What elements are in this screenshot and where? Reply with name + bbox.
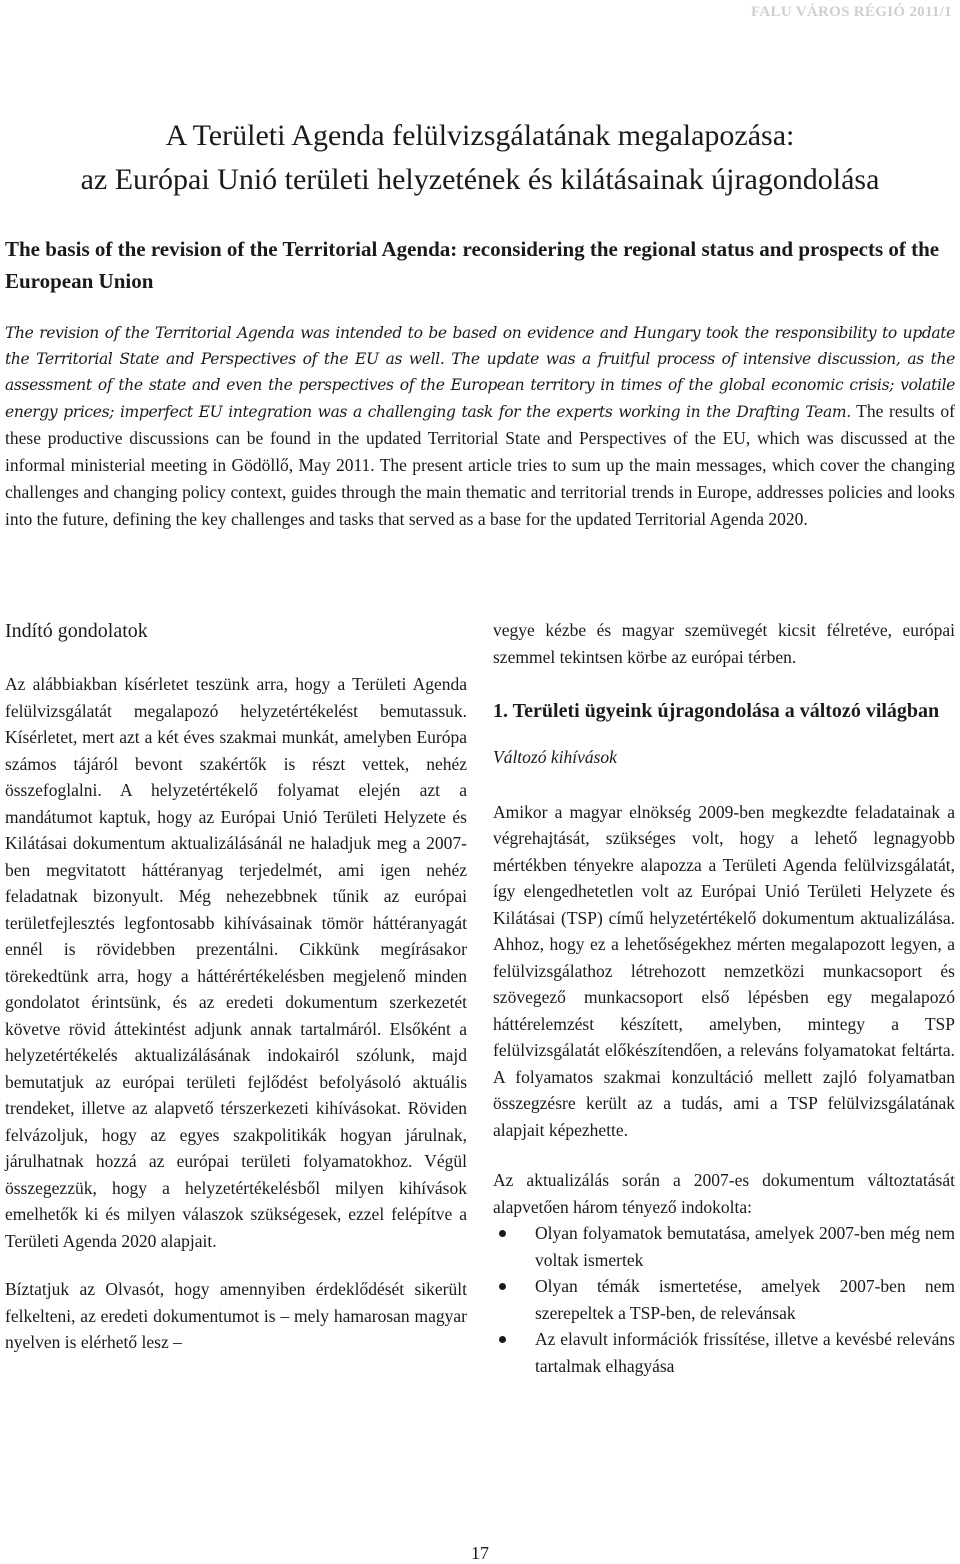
title-line-1: A Területi Agenda felülvizsgálatának megalapozása: — [165, 119, 795, 152]
page-number: 17 — [471, 1543, 489, 1563]
bullet-icon — [499, 1283, 506, 1290]
right-column — [493, 617, 955, 1379]
intro-paragraph-1: Az alábbiakban kísérletet teszünk arra, hogy a Területi Agenda felülvizsgálatát megalapozó helyzetértékelést bemutassuk. Kísérletet, mert azt a két éves szakmai munkát, amelyben Európa számos tájáról bevont szakértők is részt vettek, nehéz összefoglalni. A helyzetértékelő folyamat elején azt a mandátumot kaptuk, hogy az Európai Unió Területi Helyzete és Kilátásai dokumentum aktualizálásánál ne haladjuk meg a 2007-ben megvitatott háttéranyag terjedelmét, ami igen nehéz feladatnak bizonyult. Még nehezebbnek tűnik az európai területfejlesztés legfontosabb kihívásainak tömör háttéranyagát ennél is rövidebben prezentálni. Cikkünk megírásakor törekedtünk arra, hogy a háttérértékelésben megjelenő minden gondolatot érintsünk, és az eredeti dokumentum szerkezetét követve rövid áttekintést adjunk annak tartalmáról. Elsőként a helyzetértékelés aktualizálásának indokairól szólunk, majd bemutatjuk az európai területi fejlődést befolyásoló aktuális trendeket, illetve az alapvető térszerkezeti kihívásokat. Röviden felvázoljuk, hogy az egyes szakpolitikák hogyan járulnak, járulhatnak hozzá az európai területi folyamatokhoz. Végül összegezzük, hogy a helyzetértékelésből milyen kihívások emelhetők ki és milyen válaszok szükségesek, ezzel felépítve a Területi Agenda 2020 alapjait. — [5, 674, 467, 1251]
running-head: FALU VÁROS RÉGIÓ 2011/1 — [751, 4, 952, 20]
continuation-paragraph: vegye kézbe és magyar szemüvegét kicsit félretéve, európai szemmel tekintsen körbe az európai térben. — [493, 620, 955, 667]
body-paragraph-1: Amikor a magyar elnökség 2009-ben megkezdte feladatainak a végrehajtását, szükséges volt, hogy a lehető legnagyobb mértékben tényekre alapozza a Területi Agenda felülvizsgálatát, így elengedhetetlen volt az Európai Unió Területi Helyzete és Kilátásai (TSP) című helyzetértékelő dokumentum aktualizálása. Ahhoz, hogy ez a lehetőségekhez mérten megalapozott legyen, a felülvizsgálathoz létrehozott nemzetközi munkacsoport és szövegező munkacsoport első lépésben egy megalapozó háttérelemzést készített, amelyben, mintegy a TSP felülvizsgálatát előkészítendően, a releváns folyamatokat feltárta. A folyamatos szakmai konzultáció mellett zajló folyamatban összegzésre került az a tudás, ami a TSP felülvizsgálatának alapjait képezhette. — [493, 801, 955, 1140]
list-item: Olyan témák ismertetése, amelyek 2007-ben nem szerepeltek a TSP-ben, de relevánsak — [493, 1273, 955, 1326]
bullet-list — [493, 1220, 955, 1379]
subheading-changing-challenges: Változó kihívások — [493, 747, 617, 767]
abstract-rest: The results of these productive discussions can be found in the updated Territorial State and Perspectives of the EU, which was discussed at the informal ministerial meeting in Gödöllő, May 2011. The present article tries to sum up the main messages, which cover the changing challenges and changing policy context, guides through the main thematic and territorial trends in Europe, addresses policies and looks into the future, defining the key challenges and tasks that served as a base for the updated Territorial Agenda 2020. — [5, 401, 955, 529]
english-subtitle: The basis of the revision of the Territorial Agenda: reconsidering the regional status and prospects of the European Union — [5, 237, 940, 293]
intro-paragraph-2: Bíztatjuk az Olvasót, hogy amennyiben érdeklődését sikerült felkelteni, az eredeti dokumentumot is – mely hamarosan magyar nyelven is elérhető lesz – — [5, 1279, 467, 1352]
left-column — [5, 617, 467, 1356]
section-heading-1: 1. Területi ügyeink újragondolása a változó világban — [493, 700, 940, 722]
list-item: Az elavult információk frissítése, illetve a kevésbé releváns tartalmak elhagyása — [493, 1326, 955, 1379]
bullet-icon — [499, 1230, 506, 1237]
title-line-2: az Európai Unió területi helyzetének és kilátásainak újragondolása — [80, 163, 880, 196]
abstract-italic: The revision of the Territorial Agenda was intended to be based on evidence and Hungary took the responsibility to update the Territorial State and Perspectives of the EU as well. The update was a fruitful process of intensive discussion, as the assessment of the state and even the perspectives of the European territory in times of the global economic crisis; volatile energy prices; imperfect EU integration was a challenging task for the experts working in the Drafting Team. — [5, 324, 955, 421]
body-paragraph-2: Az aktualizálás során a 2007-es dokumentum változtatását alapvetően három tényező indokolta: — [493, 1170, 955, 1217]
section-heading-intro: Indító gondolatok — [5, 620, 148, 642]
bullet-icon — [499, 1336, 506, 1343]
abstract — [5, 320, 955, 533]
list-item: Olyan folyamatok bemutatása, amelyek 2007-ben még nem voltak ismertek — [493, 1220, 955, 1273]
article-title — [0, 114, 960, 202]
